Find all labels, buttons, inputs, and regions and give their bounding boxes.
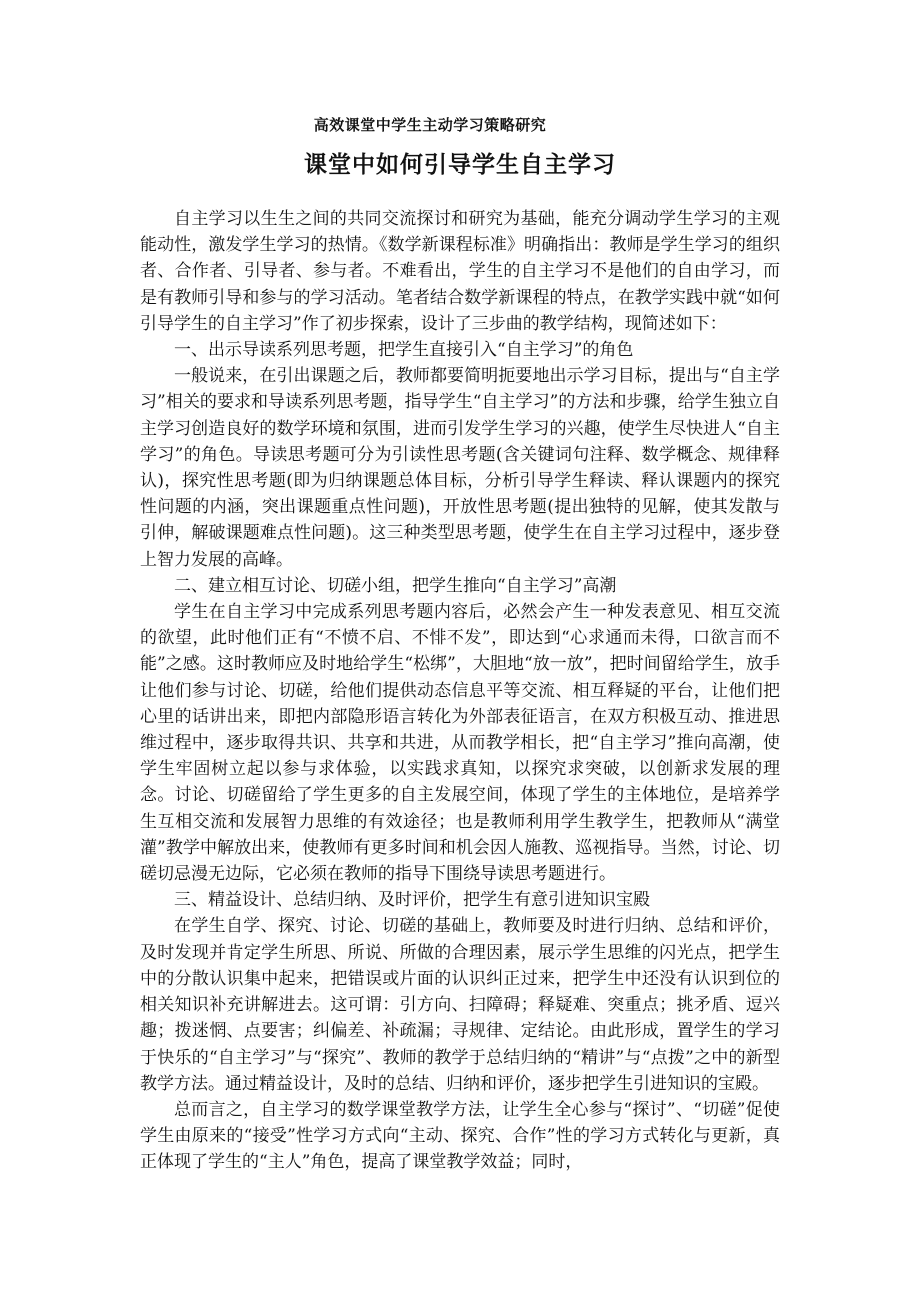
document-title: 课堂中如何引导学生自主学习 <box>304 152 616 178</box>
section-heading-1: 一、出示导读系列思考题，把学生直接引入“自主学习”的角色 <box>174 340 634 361</box>
paragraph-section-1: 一般说来，在引出课题之后，教师都要简明扼要地出示学习目标，提出与“自主学习”相关的要求和导读系列思考题，指导学生“自主学习”的方法和步骤，给学生独立自主学习创造良好的数学环境和氛围，进而引发学生学习的兴趣，使学生尽快进人“自主学习”的角色。导读思考题可分为引读性思考题(含关键词句注释、数学概念、规律释认)，探究性思考题(即为归纳课题总体目标，分析引导学生释读、释认课题内的探究性问题的内涵，突出课题重点性问题)，开放性思考题(提出独特的见解，使其发散与引伸，解破课题难点性问题)。这三种类型思考题，使学生在自主学习过程中，逐步登上智力发展的高峰。 <box>140 366 780 570</box>
section-heading-3: 三、精益设计、总结归纳、及时评价，把学生有意引进知识宝殿 <box>174 890 650 911</box>
section-heading-2: 二、建立相互讨论、切磋小组，把学生推向“自主学习”高潮 <box>174 575 617 596</box>
paragraph-section-2: 学生在自主学习中完成系列思考题内容后，必然会产生一种发表意见、相互交流的欲望，此时他们正有“不愤不启、不悱不发”，即达到“心求通而未得，口欲言而不能”之感。这时教师应及时地给学生“松绑”，大胆地“放一放”，把时间留给学生，放手让他们参与讨论、切磋，给他们提供动态信息平等交流、相互释疑的平台，让他们把心里的话讲出来，即把内部隐形语言转化为外部表征语言，在双方积极互动、推进思维过程中，逐步取得共识、共享和共进，从而教学相长，把“自主学习”推向高潮，使学生牢固树立起以参与求体验，以实践求真知，以探究求突破，以创新求发展的理念。讨论、切磋留给了学生更多的自主发展空间，体现了学生的主体地位，是培养学生互相交流和发展智力思维的有效途径；也是教师利用学生教学生，把教师从“满堂灌”教学中解放出来，使教师有更多时间和机会因人施教、巡视指导。当然，讨论、切磋切忌漫无边际，它必须在教师的指导下围绕导读思考题进行。 <box>140 602 780 885</box>
paragraph-conclusion: 总而言之，自主学习的数学课堂教学方法，让学生全心参与“探讨”、“切磋”促使学生由原来的“接受”性学习方式向“主动、探究、合作”性的学习方式转化与更新，真正体现了学生的“主人”角色，提高了课堂教学效益；同时， <box>140 1099 780 1173</box>
series-subtitle: 高效课堂中学生主动学习策略研究 <box>313 116 547 134</box>
document-body <box>140 206 780 1176</box>
paragraph-section-3: 在学生自学、探究、讨论、切磋的基础上，教师要及时进行归纳、总结和评价，及时发现并肯定学生所思、所说、所做的合理因素，展示学生思维的闪光点，把学生中的分散认识集中起来，把错误或片面的认识纠正过来，把学生中还没有认识到位的相关知识补充讲解进去。这可谓：引方向、扫障碍；释疑难、突重点；挑矛盾、逗兴趣；拨迷惘、点要害；纠偏差、补疏漏；寻规律、定结论。由此形成，置学生的学习于快乐的“自主学习”与“探究”、教师的教学于总结归纳的“精讲”与“点拨”之中的新型教学方法。通过精益设计，及时的总结、归纳和评价，逐步把学生引进知识的宝殿。 <box>140 916 780 1094</box>
paragraph-intro: 自主学习以生生之间的共同交流探讨和研究为基础，能充分调动学生学习的主观能动性，激发学生学习的热情。《数学新课程标准》明确指出：教师是学生学习的组织者、合作者、引导者、参与者。不难看出，学生的自主学习不是他们的自由学习，而是有教师引导和参与的学习活动。笔者结合数学新课程的特点，在教学实践中就“如何引导学生的自主学习”作了初步探索，设计了三步曲的教学结构，现简述如下： <box>140 209 780 334</box>
